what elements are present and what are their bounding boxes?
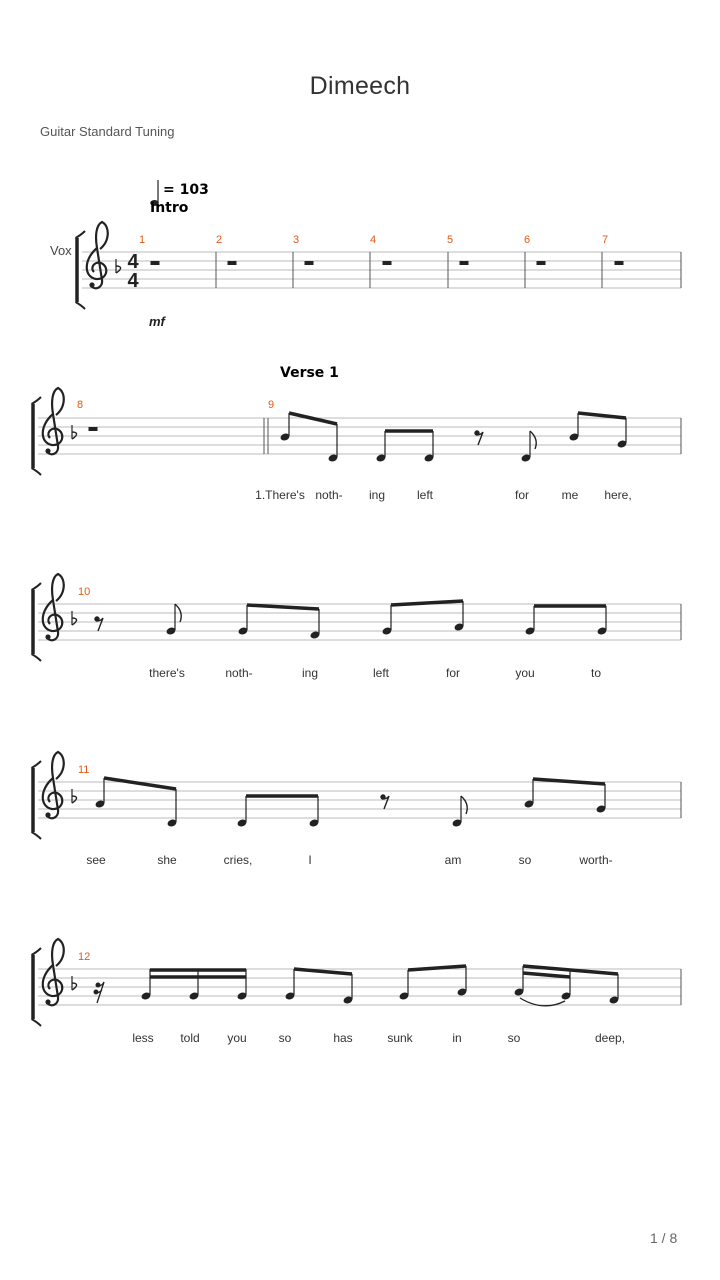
tempo-value: = 103 — [163, 182, 209, 198]
measure-number: 3 — [293, 234, 300, 246]
measure-number: 6 — [524, 234, 531, 246]
measure-number: 11 — [78, 764, 90, 776]
rest-icon — [383, 261, 392, 265]
song-title: Dimeech — [309, 72, 411, 100]
instrument-label: Vox — [50, 243, 72, 258]
lyric-syllable: worth- — [579, 853, 613, 867]
lyric-syllable: there's — [149, 666, 185, 680]
lyric-syllable: see — [86, 853, 106, 867]
rest-icon — [151, 261, 160, 265]
dynamic-marking: mf — [149, 314, 165, 329]
lyric-syllable: to — [590, 666, 602, 680]
lyric-syllable: cries, — [223, 853, 253, 867]
lyric-syllable: you — [515, 666, 535, 680]
notes-measure-9 — [280, 413, 628, 463]
lyric-syllable: left — [416, 488, 434, 502]
lyric-syllable: for — [445, 666, 461, 680]
rest-icon — [460, 261, 469, 265]
lyrics-line-1 — [255, 488, 632, 502]
system-5 — [32, 939, 682, 1045]
measure-number: 7 — [602, 234, 609, 246]
lyric-syllable: me — [561, 488, 579, 502]
lyric-syllable: 1.There's — [255, 488, 305, 502]
rest-icon — [615, 261, 624, 265]
measure-number: 1 — [139, 234, 146, 246]
lyric-syllable: so — [278, 1031, 292, 1045]
lyric-syllable: less — [132, 1031, 154, 1045]
system-4 — [32, 752, 682, 867]
lyric-syllable: noth- — [315, 488, 343, 502]
page-indicator: 1 / 8 — [650, 1230, 678, 1246]
lyrics-line-2 — [149, 666, 601, 680]
measure-number: 2 — [216, 234, 223, 246]
rest-icon — [228, 261, 237, 265]
notes-measure-11 — [95, 778, 607, 828]
lyric-syllable: told — [180, 1031, 200, 1045]
rest-icon — [537, 261, 546, 265]
lyric-syllable: sunk — [387, 1031, 413, 1045]
lyric-syllable: deep, — [594, 1031, 626, 1045]
notes-measure-12 — [94, 966, 619, 1006]
lyrics-line-4 — [132, 1031, 625, 1045]
treble-clef-icon — [43, 388, 64, 454]
measure-number: 4 — [370, 234, 377, 246]
lyric-syllable: am — [444, 853, 462, 867]
treble-clef-icon — [43, 574, 64, 640]
treble-clef-icon — [87, 222, 108, 288]
notes-measure-10 — [95, 601, 608, 640]
measure-number: 12 — [78, 951, 91, 963]
lyric-syllable: ing — [368, 488, 386, 502]
system-2 — [32, 365, 682, 502]
time-sig-top: 4 — [127, 251, 139, 273]
treble-clef-icon — [43, 939, 64, 1005]
rest-icon — [305, 261, 314, 265]
section-label-verse: Verse 1 — [280, 365, 339, 381]
system-1 — [50, 222, 681, 329]
lyric-syllable: noth- — [225, 666, 253, 680]
treble-clef-icon — [43, 752, 64, 818]
lyric-syllable: for — [514, 488, 530, 502]
measure-number: 9 — [268, 399, 275, 411]
system-3 — [32, 574, 682, 680]
lyric-syllable: has — [333, 1031, 353, 1045]
rest-icon — [89, 427, 98, 431]
lyric-syllable: I — [308, 853, 312, 867]
tuning-label: Guitar Standard Tuning — [40, 124, 175, 139]
lyric-syllable: in — [452, 1031, 462, 1045]
lyrics-line-3 — [86, 853, 612, 867]
section-label-intro: Intro — [150, 200, 189, 216]
lyric-syllable: you — [227, 1031, 247, 1045]
lyric-syllable: ing — [301, 666, 319, 680]
measure-number: 8 — [77, 399, 84, 411]
measure-number: 10 — [78, 586, 91, 598]
lyric-syllable: here, — [604, 488, 632, 502]
lyric-syllable: left — [372, 666, 390, 680]
lyric-syllable: she — [157, 853, 177, 867]
measure-number: 5 — [447, 234, 454, 246]
time-sig-bottom: 4 — [127, 270, 139, 292]
lyric-syllable: so — [507, 1031, 521, 1045]
lyric-syllable: so — [518, 853, 532, 867]
